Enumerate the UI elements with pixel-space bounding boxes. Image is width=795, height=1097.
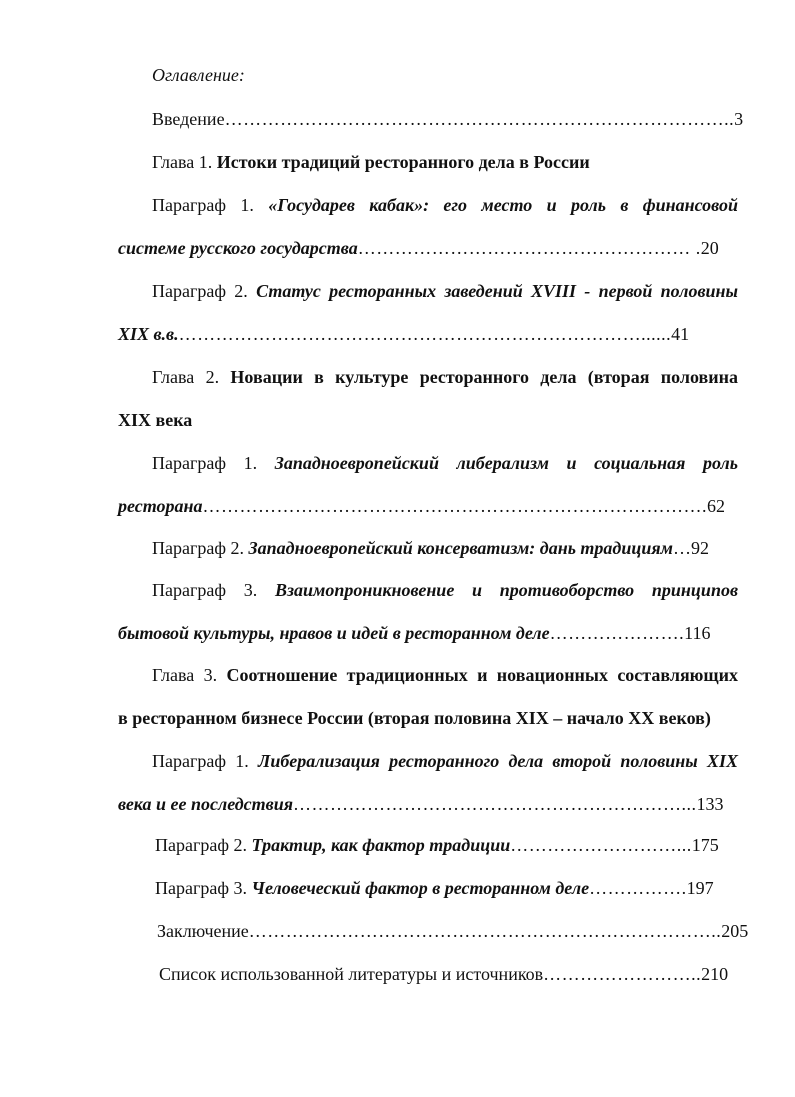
toc-chapter-3-line2[interactable]: в ресторанном бизнесе России (вторая половина XIX – начало XX веков) <box>118 708 711 728</box>
toc-ch1-par2-line1[interactable] <box>152 280 738 302</box>
paragraph-prefix: Параграф 2. <box>155 835 252 855</box>
chapter-prefix: Глава 1. <box>152 152 217 172</box>
entry-label: Заключение <box>157 921 249 941</box>
entry-dots: …………………. <box>549 623 685 643</box>
entry-dots: ………………………………………………………………………. <box>202 496 707 516</box>
entry-page: 41 <box>671 324 690 344</box>
toc-entry-introduction[interactable] <box>152 108 744 130</box>
entry-page: 210 <box>701 964 729 984</box>
entry-dots: ………………………... <box>510 835 692 855</box>
toc-chapter-2-line2[interactable]: XIX века <box>118 410 193 430</box>
toc-chapter-3-line1[interactable] <box>152 664 738 686</box>
entry-label: Список использованной литературы и источников <box>159 964 544 984</box>
entry-label: Введение <box>152 109 225 129</box>
paragraph-title: Взаимопроникновение и противоборство принципов <box>275 580 738 600</box>
toc-chapter-1[interactable] <box>152 151 590 173</box>
entry-dots: ………………………………………………………………….. <box>248 921 722 941</box>
paragraph-title: «Государев кабак»: его место и роль в финансовой <box>268 195 738 215</box>
paragraph-prefix: Параграф 2. <box>152 281 257 301</box>
chapter-title: Новации в культуре ресторанного дела (вторая половина <box>230 367 738 387</box>
toc-ch1-par2-line2[interactable] <box>118 323 689 345</box>
toc-ch2-par3-line2[interactable] <box>118 622 710 644</box>
toc-ch3-par1-line2[interactable] <box>118 793 724 815</box>
toc-ch2-par1-line2[interactable] <box>118 495 725 517</box>
paragraph-title: Либерализация ресторанного дела второй половины XIX <box>257 751 738 771</box>
toc-ch3-par2[interactable] <box>155 834 719 856</box>
entry-page: 197 <box>686 878 714 898</box>
paragraph-prefix: Параграф 2. <box>152 538 249 558</box>
entry-page: 92 <box>691 538 710 558</box>
paragraph-prefix: Параграф 3. <box>152 580 275 600</box>
paragraph-title-cont: бытовой культуры, нравов и идей в ресторанном деле <box>118 623 550 643</box>
entry-page: 62 <box>707 496 725 516</box>
toc-ch2-par3-line1[interactable] <box>152 579 738 601</box>
chapter-title: Соотношение традиционных и новационных составляющих <box>226 665 739 685</box>
entry-page: 3 <box>734 109 744 129</box>
entry-dots: ………………………………………………………... <box>293 794 697 814</box>
entry-dots: ……………………………………………………………………….. <box>224 109 735 129</box>
chapter-prefix: Глава 2. <box>152 367 231 387</box>
entry-page: 20 <box>700 238 719 258</box>
toc-ch1-par1-line2[interactable] <box>118 237 719 259</box>
toc-entry-bibliography[interactable] <box>159 963 728 985</box>
entry-page: 133 <box>696 794 724 814</box>
toc-chapter-2-line1[interactable] <box>152 366 738 388</box>
entry-dots: …………………………………………………………………...... <box>178 324 672 344</box>
paragraph-prefix: Параграф 1. <box>152 751 258 771</box>
entry-page: 205 <box>721 921 749 941</box>
paragraph-title: Западноевропейский консерватизм: дань традициям <box>248 538 674 558</box>
paragraph-title-cont: века и ее последствия <box>118 794 293 814</box>
entry-dots: ……………………………………………… . <box>357 238 701 258</box>
paragraph-title: Человеческий фактор в ресторанном деле <box>251 878 590 898</box>
paragraph-title-cont: XIX в.в. <box>118 324 179 344</box>
entry-page: 116 <box>684 623 711 643</box>
toc-ch3-par3[interactable] <box>155 877 714 899</box>
paragraph-prefix: Параграф 3. <box>155 878 252 898</box>
toc-ch1-par1-line1[interactable] <box>152 194 738 216</box>
paragraph-title-cont: системе русского государства <box>118 238 358 258</box>
paragraph-title: Западноевропейский либерализм и социальная роль <box>274 453 738 473</box>
chapter-prefix: Глава 3. <box>152 665 227 685</box>
paragraph-prefix: Параграф 1. <box>152 453 275 473</box>
entry-dots: … <box>673 538 692 558</box>
toc-entry-conclusion[interactable] <box>157 920 748 942</box>
paragraph-title: Статус ресторанных заведений XVIII - первой половины <box>256 281 739 301</box>
toc-ch3-par1-line1[interactable] <box>152 750 738 772</box>
paragraph-title: Трактир, как фактор традиции <box>251 835 511 855</box>
entry-dots: …………………….. <box>543 964 702 984</box>
entry-dots: ……………. <box>589 878 687 898</box>
chapter-title: Истоки традиций ресторанного дела в России <box>216 152 590 172</box>
toc-ch2-par1-line1[interactable] <box>152 452 738 474</box>
toc-heading: Оглавление: <box>152 65 245 85</box>
entry-page: 175 <box>691 835 719 855</box>
paragraph-title-cont: ресторана <box>118 496 203 516</box>
toc-ch2-par2[interactable] <box>152 537 709 559</box>
paragraph-prefix: Параграф 1. <box>152 195 269 215</box>
